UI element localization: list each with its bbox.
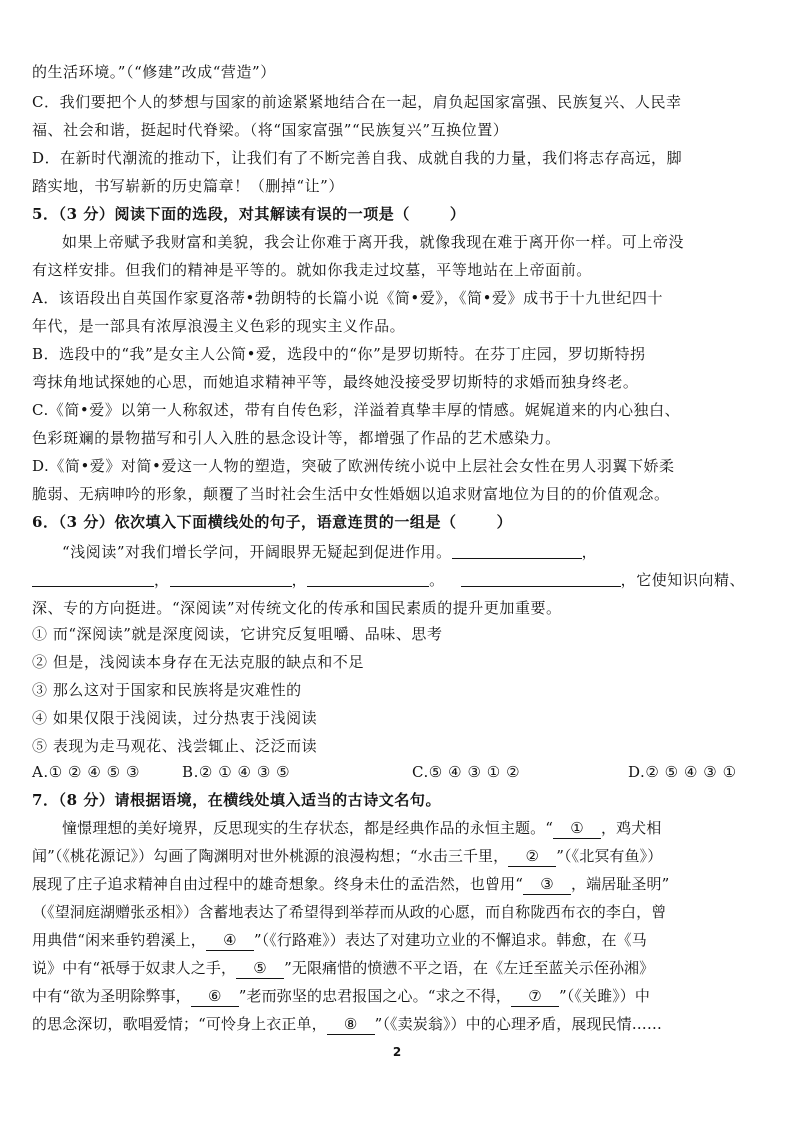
option-a-line: A．该语段出自英国作家夏洛蒂•勃朗特的长篇小说《简•爱》，《简•爱》成书于十九世纪四十 <box>32 289 664 307</box>
text-run: 展现了庄子追求精神自由过程中的雄奇想象。终身未仕的孟浩然，也曾用“ <box>32 875 523 893</box>
text-line: 脆弱、无病呻吟的形象，颠覆了当时社会生活中女性婚姻以追求财富地位为目的的价值观念。 <box>32 485 670 503</box>
text-run: ”（《行路难》）表达了对建功立业的不懈追求。韩愈，在《马 <box>253 931 647 949</box>
question-6-text: 6．（3 分）依次填入下面横线处的句子，语意连贯的一组是（ <box>32 513 457 531</box>
blank-7[interactable]: ⑦ <box>511 986 559 1007</box>
page-number: 2 <box>392 1045 402 1059</box>
blank-5[interactable]: ⑤ <box>236 958 284 979</box>
choice-d[interactable]: D.② ⑤ ④ ③ ① <box>628 763 737 781</box>
punct: ， <box>581 543 598 561</box>
blank-2[interactable]: ② <box>508 846 556 867</box>
fill-line-2 <box>32 570 767 590</box>
fill-blank[interactable] <box>307 571 429 587</box>
text-run: 的思念深切，歌唱爱情；“可怜身上衣正单， <box>32 1015 327 1033</box>
fill-blank[interactable] <box>461 571 621 587</box>
fill-line <box>32 986 767 1007</box>
punct: ， <box>154 571 170 589</box>
blank-1[interactable]: ① <box>553 818 601 839</box>
sentence-item-5: ⑤ 表现为走马观花、浅尝辄止、泛泛而读 <box>32 737 318 755</box>
fill-line <box>62 818 794 839</box>
option-c-line: C.《简•爱》以第一人称叙述，带有自传色彩，洋溢着真挚丰厚的情感。娓娓道来的内心独白、 <box>32 401 681 419</box>
passage-line: 如果上帝赋予我财富和美貌，我会让你难于离开我，就像我现在难于离开你一样。可上帝没 <box>62 233 685 251</box>
option-d-line: D．在新时代潮流的推动下，让我们有了不断完善自我、成就自我的力量，我们将志存高远，脚 <box>32 149 683 167</box>
lead-sentence: “浅阅读”对我们增长学问，开阔眼界无疑起到促进作用。 <box>62 543 452 561</box>
answer-paren-close: ） <box>496 513 513 531</box>
option-b-line: B．选段中的“我”是女主人公简•爱，选段中的“你”是罗切斯特。在芬丁庄园，罗切斯特拐 <box>32 345 646 363</box>
choice-b[interactable]: B.② ① ④ ③ ⑤ <box>182 763 291 781</box>
sentence-item-1: ① 而“深阅读”就是深度阅读，它讲究反复咀嚼、品味、思考 <box>32 625 443 643</box>
option-d-line: D.《简•爱》对简•爱这一人物的塑造，突破了欧洲传统小说中上层社会女性在男人羽翼下娇柔 <box>32 457 675 475</box>
fill-line-1 <box>62 542 794 562</box>
text-line: 色彩斑斓的景物描写和引人入胜的悬念设计等，都增强了作品的艺术感染力。 <box>32 429 561 447</box>
text-line: 踏实地，书写崭新的历史篇章！（删掉“让”） <box>32 177 344 195</box>
question-5-heading <box>32 204 767 224</box>
text-run: ，端居耻圣明” <box>570 875 670 893</box>
fill-line <box>32 846 767 867</box>
text-run: ”老而弥坚的忠君报国之心。“求之不得， <box>238 987 512 1005</box>
sentence-item-2: ② 但是，浅阅读本身存在无法克服的缺点和不足 <box>32 653 364 671</box>
option-c-line: C．我们要把个人的梦想与国家的前途紧紧地结合在一起，肩负起国家富强、民族复兴、人民幸 <box>32 93 682 111</box>
fill-blank[interactable] <box>452 543 582 559</box>
blank-8[interactable]: ⑧ <box>327 1014 375 1035</box>
text-run: 闻”（《桃花源记》）勾画了陶渊明对世外桃源的浪漫构想；“水击三千里， <box>32 847 509 865</box>
blank-6[interactable]: ⑥ <box>191 986 239 1007</box>
fill-line <box>32 874 767 895</box>
tail-text: ，它使知识向精、 <box>620 571 746 589</box>
fill-blank[interactable] <box>32 571 154 587</box>
fill-line <box>32 930 767 951</box>
choice-c[interactable]: C.⑤ ④ ③ ① ② <box>412 763 521 781</box>
fill-blank[interactable] <box>170 571 292 587</box>
answer-paren-close: ） <box>449 205 466 223</box>
text-run: 说》中有“祇辱于奴隶人之手， <box>32 959 237 977</box>
choice-a[interactable]: A.① ② ④ ⑤ ③ <box>32 763 140 781</box>
sentence-item-3: ③ 那么这对于国家和民族将是灾难性的 <box>32 681 302 699</box>
text-line: 深、专的方向挺进。“深阅读”对传统文化的传承和国民素质的提升更加重要。 <box>32 599 562 617</box>
text-line: 福、社会和谐，挺起时代脊梁。（将“国家富强”“民族复兴”互换位置） <box>32 121 509 139</box>
fill-line <box>32 958 767 979</box>
text-line: （《望洞庭湖赠张丞相》）含蓄地表达了希望得到举荐而从政的心愿，而自称陇西布衣的李白，曾 <box>32 903 667 921</box>
fill-line <box>32 1014 767 1035</box>
blank-4[interactable]: ④ <box>206 930 254 951</box>
text-run: 用典借“闲来垂钓碧溪上， <box>32 931 206 949</box>
blank-3[interactable]: ③ <box>523 874 571 895</box>
text-line: 的生活环境。”（“修建”改成“营造”） <box>32 63 276 81</box>
punct: 。 <box>429 571 445 589</box>
text-run: ”（《关雎》）中 <box>559 987 651 1005</box>
text-line: 弯抹角地试探她的心思，而她追求精神平等，最终她没接受罗切斯特的求婚而独身终老。 <box>32 373 639 391</box>
sentence-item-4: ④ 如果仅限于浅阅读，过分热衷于浅阅读 <box>32 709 318 727</box>
punct: ， <box>291 571 308 589</box>
text-run: 憧憬理想的美好境界，反思现实的生存状态，都是经典作品的永恒主题。“ <box>62 819 553 837</box>
choice-row <box>32 762 767 782</box>
passage-line: 有这样安排。但我们的精神是平等的。就如你我走过坟墓，平等地站在上帝面前。 <box>32 261 592 279</box>
question-7-heading: 7．（8 分）请根据语境，在横线处填入适当的古诗文名句。 <box>32 791 441 809</box>
text-run: ”（《卖炭翁》）中的心理矛盾，展现民情…… <box>374 1015 662 1033</box>
text-run: ”（《北冥有鱼》） <box>556 847 663 865</box>
text-run: ”无限痛惜的愤懑不平之语，在《左迁至蓝关示侄孙湘》 <box>284 959 655 977</box>
text-run: 中有“欲为圣明除弊事， <box>32 987 191 1005</box>
question-6-heading <box>32 512 767 532</box>
question-5-text: 5．（3 分）阅读下面的选段，对其解读有误的一项是（ <box>32 205 410 223</box>
text-run: ，鸡犬相 <box>600 819 662 837</box>
text-line: 年代，是一部具有浓厚浪漫主义色彩的现实主义作品。 <box>32 317 406 335</box>
